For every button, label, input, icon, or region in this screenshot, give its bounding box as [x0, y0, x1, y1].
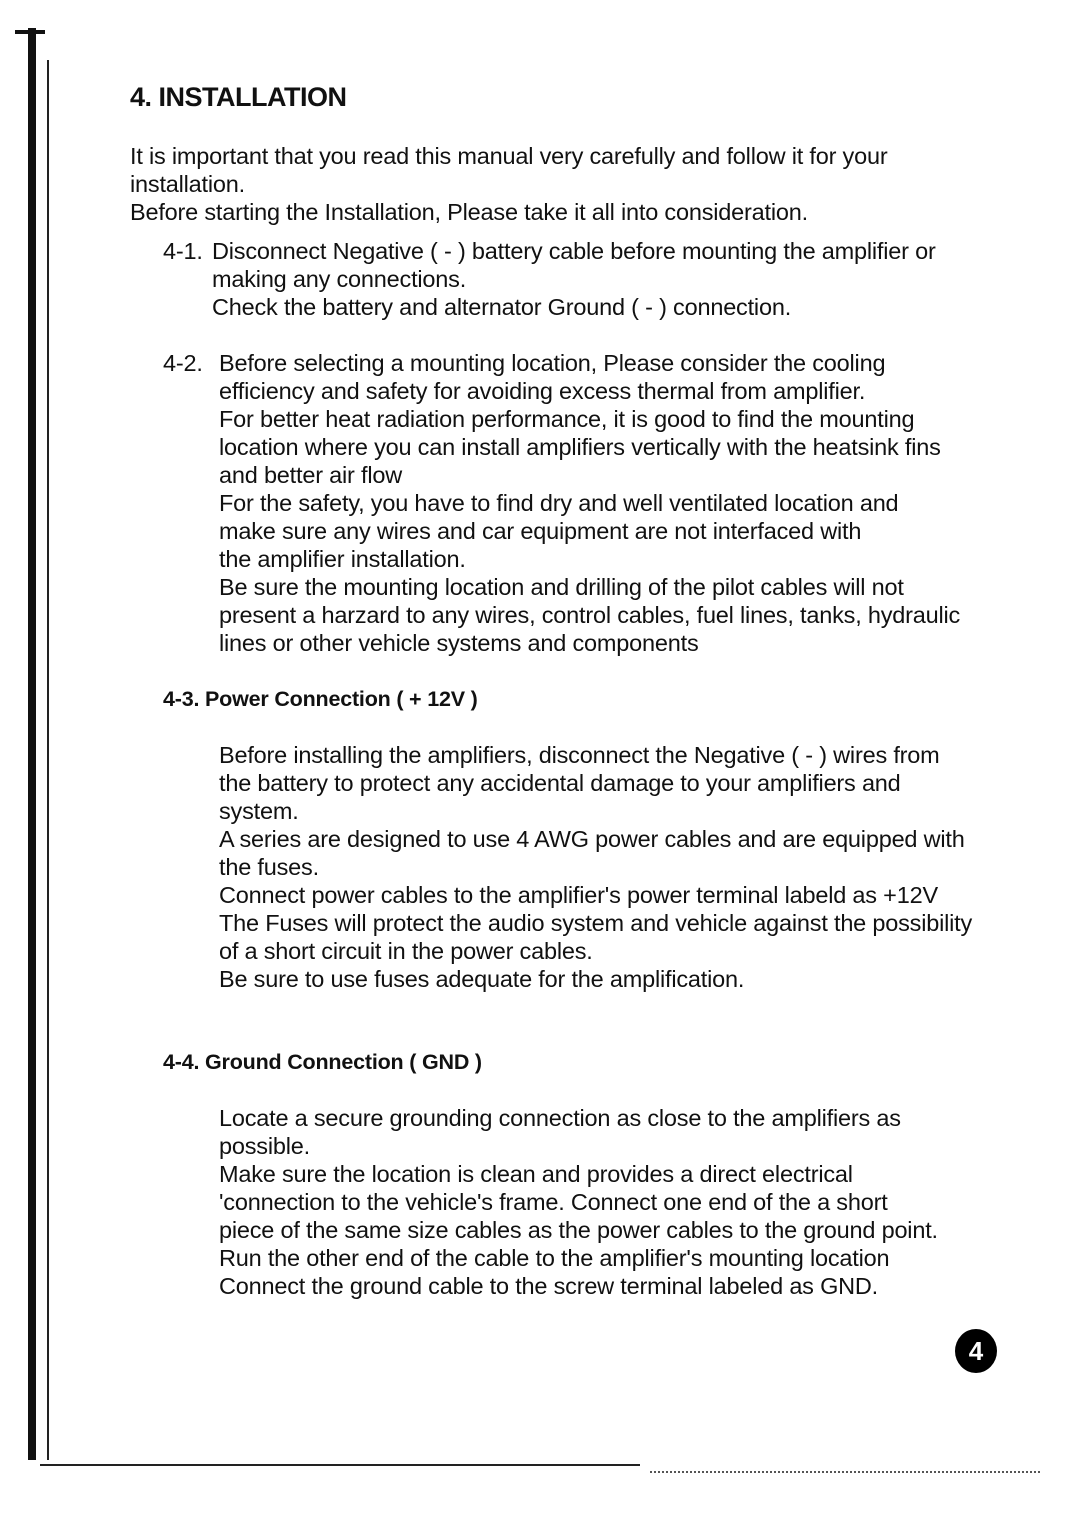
section-4-2-line: location where you can install amplifiers vertically with the heatsink fins	[219, 434, 941, 460]
page-title: 4. INSTALLATION	[130, 82, 347, 112]
page-number-badge: 4	[955, 1329, 997, 1373]
section-4-3-line: of a short circuit in the power cables.	[219, 938, 593, 964]
section-4-2-line: present a harzard to any wires, control cables, fuel lines, tanks, hydraulic	[219, 602, 961, 628]
section-4-3-line: A series are designed to use 4 AWG power cables and are equipped with	[219, 826, 965, 852]
bottom-rule-dotted	[650, 1471, 1040, 1473]
intro-line: installation.	[130, 171, 245, 197]
section-4-4-line: Make sure the location is clean and provides a direct electrical	[219, 1161, 853, 1187]
section-4-4-line: Run the other end of the cable to the amplifier's mounting location	[219, 1245, 890, 1271]
intro-line: It is important that you read this manual very carefully and follow it for your	[130, 143, 888, 169]
section-4-4-line: piece of the same size cables as the power cables to the ground point.	[219, 1217, 938, 1243]
section-4-3-line: the battery to protect any accidental damage to your amplifiers and	[219, 770, 901, 796]
section-4-3-line: the fuses.	[219, 854, 319, 880]
binding-line	[47, 60, 49, 1460]
section-4-1-label: 4-1.	[163, 238, 203, 264]
section-4-2-line: For the safety, you have to find dry and well ventilated location and	[219, 490, 899, 516]
section-4-2-line: Be sure the mounting location and drilling of the pilot cables will not	[219, 574, 904, 600]
binding-edge	[28, 28, 36, 1460]
section-4-4-heading: 4-4. Ground Connection ( GND )	[163, 1050, 482, 1074]
section-4-1-line: Disconnect Negative ( - ) battery cable before mounting the amplifier or	[212, 238, 936, 264]
section-4-2-line: Before selecting a mounting location, Please consider the cooling	[219, 350, 886, 376]
section-4-2-line: lines or other vehicle systems and components	[219, 630, 699, 656]
section-4-3-line: Be sure to use fuses adequate for the amplification.	[219, 966, 745, 992]
section-4-4-line: 'connection to the vehicle's frame. Connect one end of the a short	[219, 1189, 888, 1215]
section-4-4-line: Connect the ground cable to the screw terminal labeled as GND.	[219, 1273, 879, 1299]
section-4-3-line: Connect power cables to the amplifier's power terminal labeld as +12V	[219, 882, 938, 908]
section-4-3-line: system.	[219, 798, 299, 824]
section-4-3-line: Before installing the amplifiers, disconnect the Negative ( - ) wires from	[219, 742, 940, 768]
section-4-2-line: and better air flow	[219, 462, 402, 488]
section-4-2-line: For better heat radiation performance, it is good to find the mounting	[219, 406, 915, 432]
section-4-3-heading: 4-3. Power Connection ( + 12V )	[163, 687, 478, 711]
bottom-rule	[40, 1464, 640, 1466]
section-4-2-line: efficiency and safety for avoiding excess thermal from amplifier.	[219, 378, 866, 404]
section-4-2-line: the amplifier installation.	[219, 546, 466, 572]
section-4-2-line: make sure any wires and car equipment are not interfaced with	[219, 518, 862, 544]
section-4-4-line: Locate a secure grounding connection as close to the amplifiers as	[219, 1105, 901, 1131]
section-4-2-label: 4-2.	[163, 350, 203, 376]
section-4-1-line: Check the battery and alternator Ground ( - ) connection.	[212, 294, 792, 320]
section-4-4-line: possible.	[219, 1133, 310, 1159]
section-4-3-line: The Fuses will protect the audio system and vehicle against the possibility	[219, 910, 973, 936]
intro-line: Before starting the Installation, Please take it all into consideration.	[130, 199, 808, 225]
section-4-1-line: making any connections.	[212, 266, 467, 292]
